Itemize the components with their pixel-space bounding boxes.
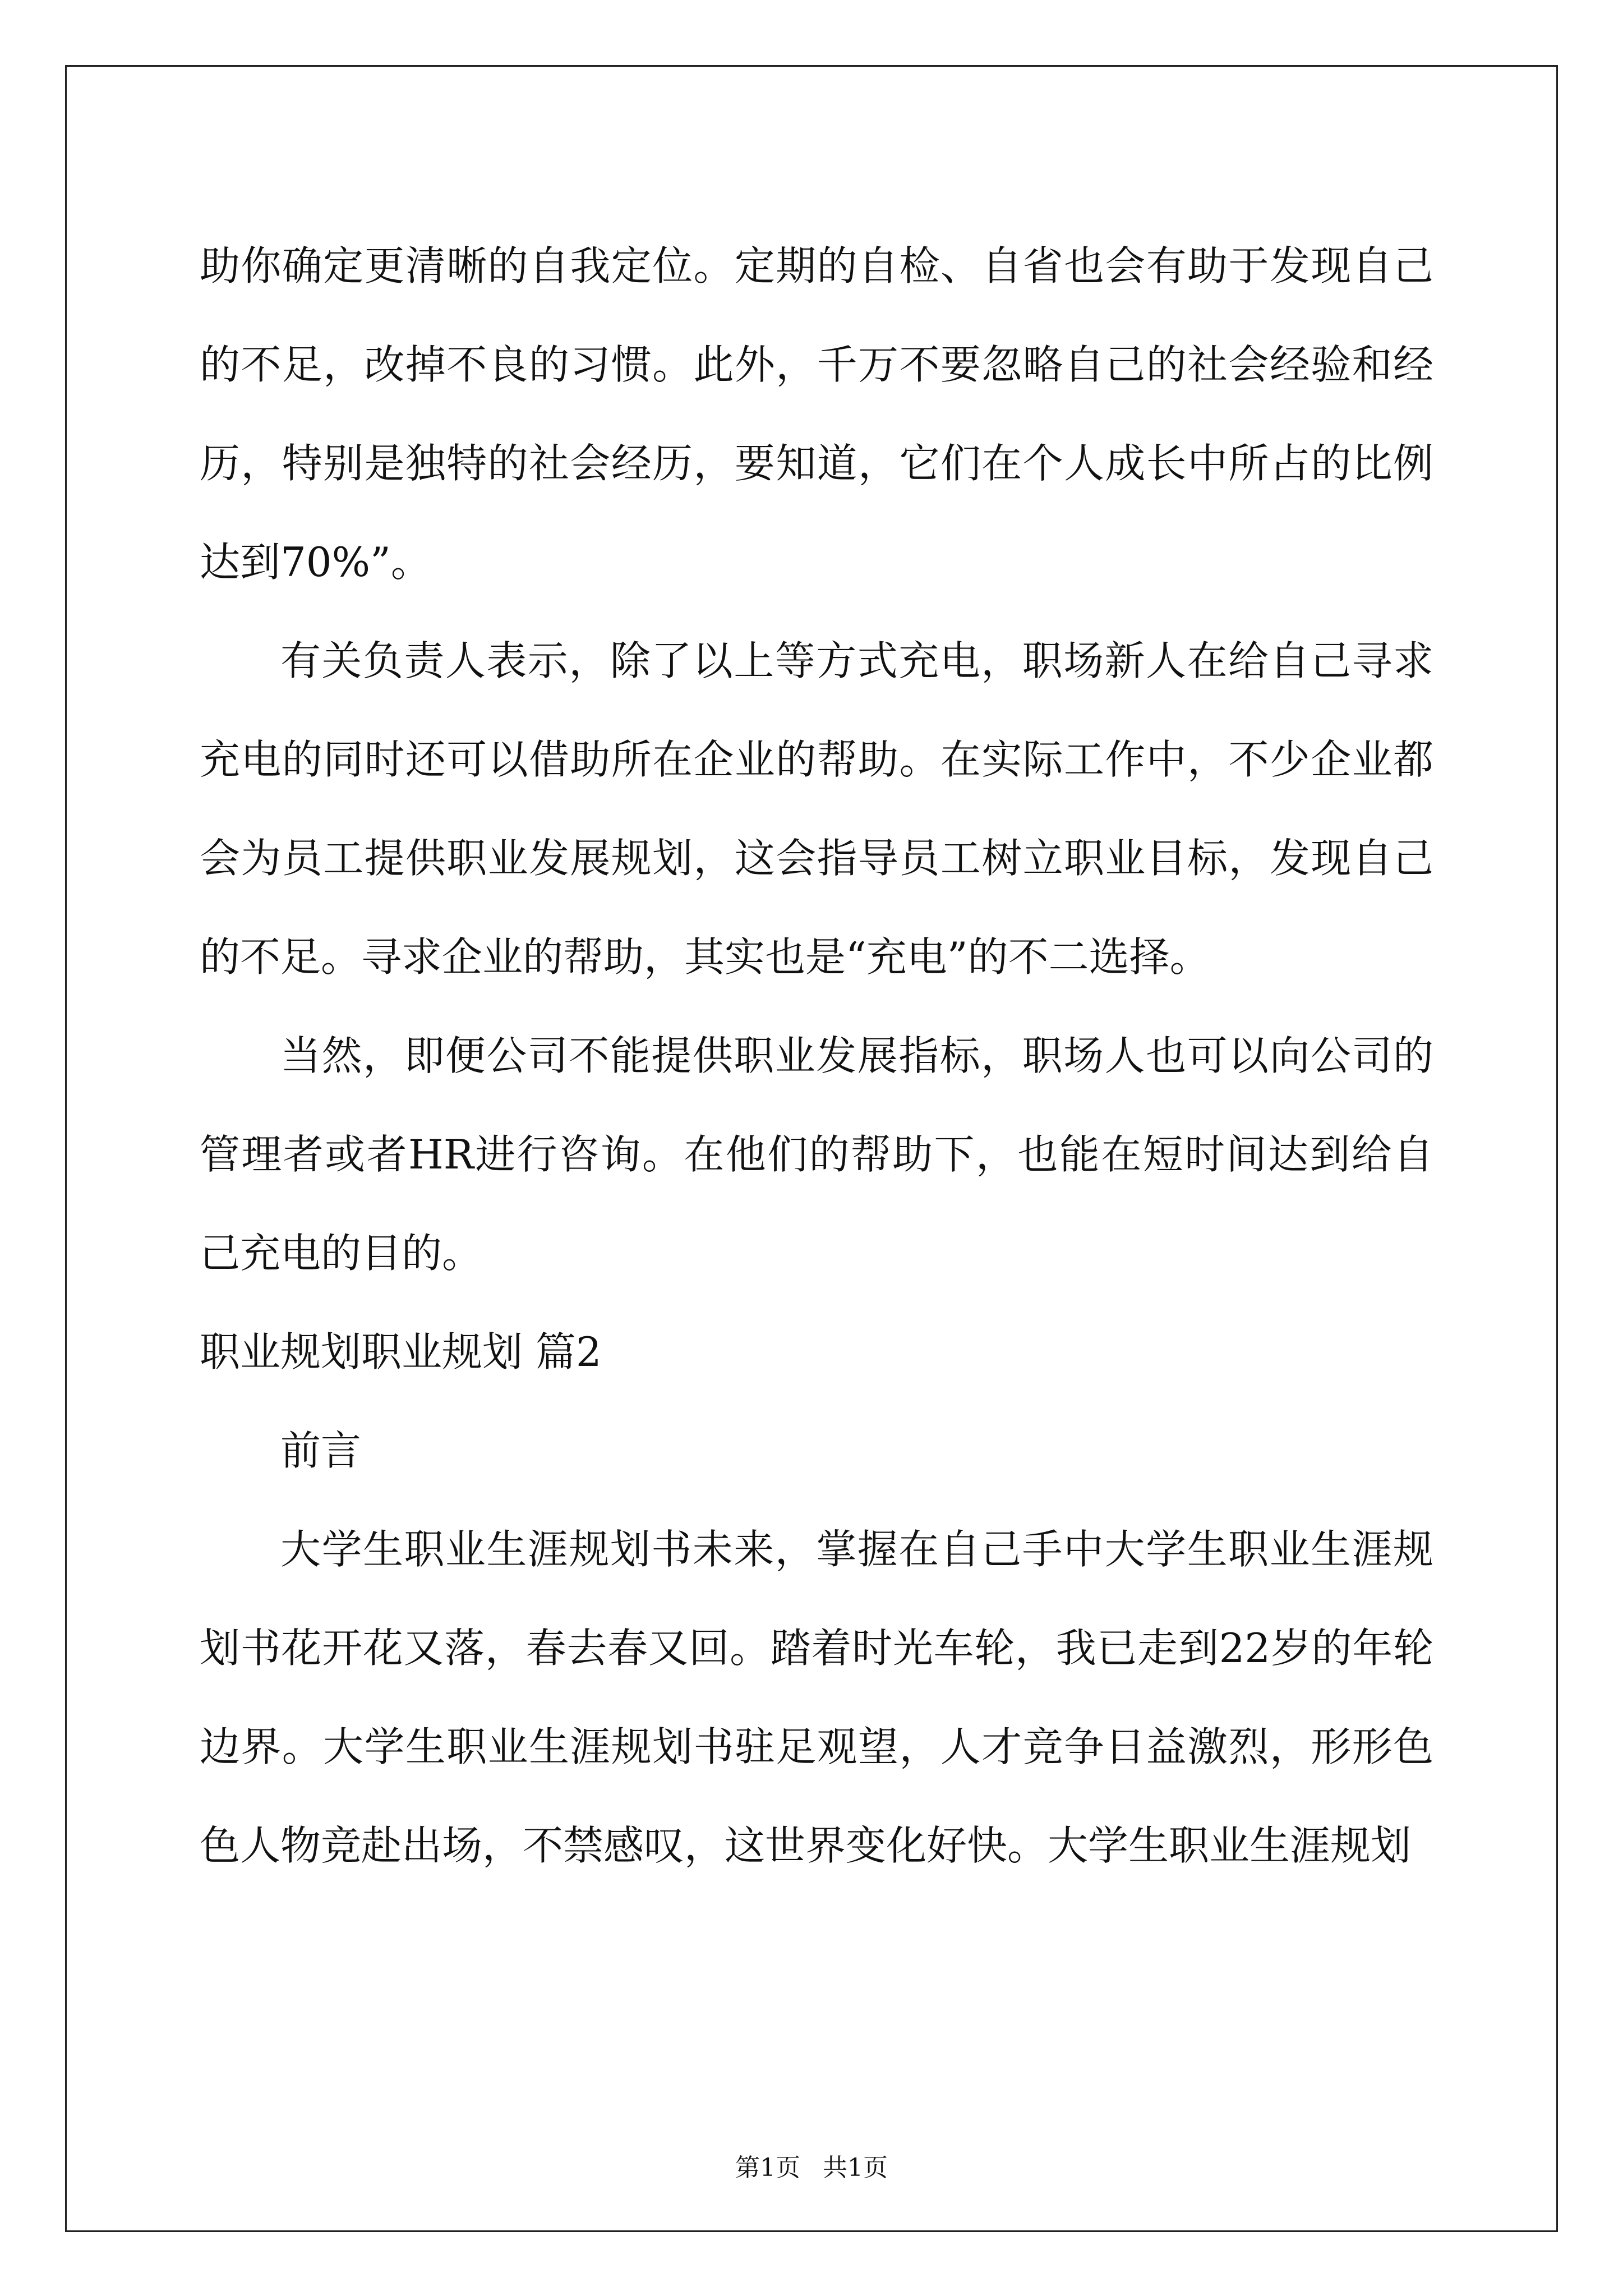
paragraph-consulting: 当然，即便公司不能提供职业发展指标，职场人也可以向公司的管理者或者HR进行咨询。在他们的帮助下，也能在短时间达到给自己充电的目的。 [200, 1032, 1433, 1277]
page-number: 第1页 [735, 2154, 800, 2182]
paragraph-continued: 助你确定更清晰的自我定位。定期的自检、自省也会有助于发现自己的不足，改掉不良的习惯。此外，千万不要忽略自己的社会经验和经历，特别是独特的社会经历，要知道，它们在个人成长中所占的比例达到70%”。 [200, 242, 1433, 586]
paragraph-preface-body: 大学生职业生涯规划书未来，掌握在自己手中大学生职业生涯规划书花开花又落，春去春又回。踏着时光车轮，我已走到22岁的年轮边界。大学生职业生涯规划书驻足观望，人才竞争日益激烈，形形色色人物竞赴出场，不禁感叹，这世界变化好快。大学生职业生涯规划 [200, 1526, 1433, 1869]
section-heading: 职业规划职业规划 篇2 [200, 1328, 602, 1375]
page-footer [0, 2147, 1623, 2183]
total-pages: 共1页 [823, 2154, 888, 2182]
document-body [200, 217, 1433, 1895]
paragraph-responsible-person: 有关负责人表示，除了以上等方式充电，职场新人在给自己寻求充电的同时还可以借助所在企业的帮助。在实际工作中，不少企业都会为员工提供职业发展规划，这会指导员工树立职业目标，发现自己的不足。寻求企业的帮助，其实也是“充电”的不二选择。 [200, 637, 1433, 981]
paragraph-preface-title: 前言 [280, 1427, 362, 1474]
